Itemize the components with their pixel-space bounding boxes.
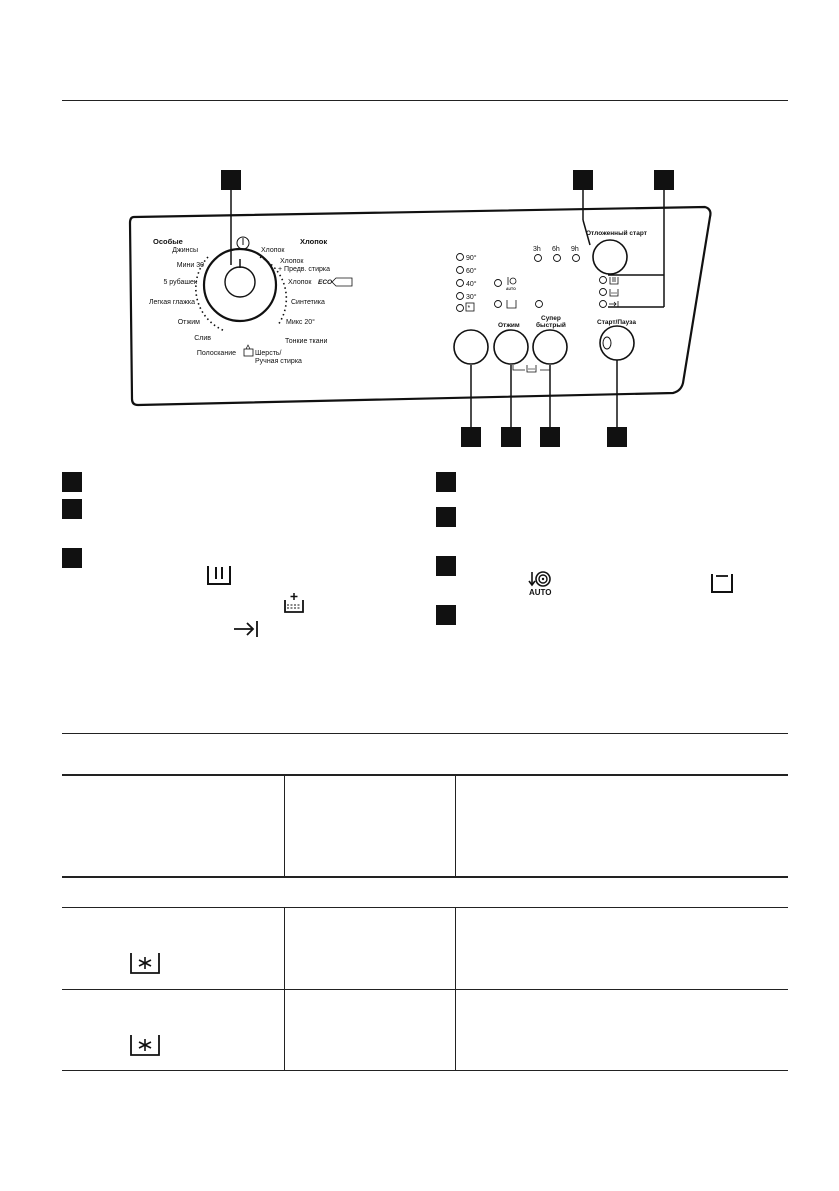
svg-text:*: * — [467, 305, 471, 312]
temperature-button[interactable] — [454, 330, 488, 364]
table-top-border — [62, 774, 788, 776]
temp-40: 40° — [466, 281, 477, 288]
cold-wash-symbol-icon — [129, 1033, 161, 1057]
temp-led-30 — [457, 293, 464, 300]
super-quick-label-2: быстрый — [536, 322, 566, 329]
program-spin: Отжим — [177, 319, 200, 326]
delay-start-button[interactable] — [593, 240, 627, 274]
legend-num-5 — [436, 507, 456, 527]
dial-group-special: Особые — [153, 237, 183, 246]
legend-num-4 — [436, 472, 456, 492]
program-dial-knob[interactable] — [225, 267, 255, 297]
callout-7 — [607, 427, 627, 447]
table-row-divider — [62, 989, 788, 990]
delay-button-label: Отложенный старт — [586, 230, 647, 237]
table-col-divider — [455, 908, 456, 1070]
temp-led-90 — [457, 254, 464, 261]
temp-led-40 — [457, 280, 464, 287]
no-spin-icon — [709, 572, 735, 594]
end-stage-icon — [233, 619, 259, 639]
program-hand-wash: Ручная стирка — [255, 358, 302, 365]
svg-text:AUTO: AUTO — [529, 588, 552, 596]
legend-num-6 — [436, 556, 456, 576]
legend-num-3 — [62, 548, 82, 568]
spin-button-label: Отжим — [498, 322, 520, 329]
delay-9h: 9h — [571, 246, 579, 253]
eco-label: ECO — [318, 279, 333, 286]
temp-led-60 — [457, 267, 464, 274]
no-spin-led — [495, 301, 502, 308]
spin-auto-led — [495, 280, 502, 287]
delay-3h: 3h — [533, 246, 541, 253]
super-quick-led — [536, 301, 543, 308]
temp-30: 30° — [466, 294, 477, 301]
callout-4 — [461, 427, 481, 447]
extra-rinse-icon — [527, 365, 536, 372]
wash-stage-icon — [205, 564, 233, 588]
temp-60: 60° — [466, 268, 477, 275]
dial-group-cotton: Хлопок — [300, 237, 328, 246]
eco-tag-icon — [332, 278, 352, 286]
rinse-stage-icon — [283, 592, 305, 614]
start-pause-led — [603, 337, 611, 349]
table-header-divider — [62, 876, 788, 878]
wash-stage-icon — [610, 277, 618, 284]
legend-num-2 — [62, 499, 82, 519]
program-cotton-prewash-2: + Предв. стирка — [278, 266, 331, 273]
temp-90: 90° — [466, 255, 477, 262]
spin-button[interactable] — [494, 330, 528, 364]
callout-1 — [221, 170, 241, 190]
table-col-divider — [284, 908, 285, 1070]
super-quick-button[interactable] — [533, 330, 567, 364]
cold-wash-symbol-icon — [466, 303, 474, 312]
cold-wash-symbol-icon — [129, 951, 161, 975]
power-icon — [237, 237, 249, 249]
program-cotton: Хлопок — [261, 247, 285, 254]
program-wool: Шерсть/ — [255, 350, 282, 357]
legend-num-7 — [436, 605, 456, 625]
legend-num-1 — [62, 472, 82, 492]
program-mix-20: Микс 20° — [286, 319, 315, 326]
program-cotton-prewash-1: Хлопок — [280, 258, 304, 265]
auto-spin-icon — [506, 277, 516, 291]
svg-text:AUTO: AUTO — [506, 287, 516, 291]
no-spin-icon — [507, 300, 516, 308]
program-drain: Слив — [194, 335, 211, 342]
top-rule — [62, 100, 788, 101]
program-delicates: Тонкие ткани — [285, 338, 328, 345]
callout-6 — [540, 427, 560, 447]
program-rinse: Полоскание — [196, 350, 236, 357]
wool-hand-wash-icon — [244, 345, 253, 356]
table-col-divider — [455, 776, 456, 876]
start-pause-button[interactable] — [600, 326, 634, 360]
program-5-shirts: 5 рубашек — [163, 279, 197, 286]
super-quick-label-1: Супер — [541, 315, 561, 322]
table-col-divider — [284, 776, 285, 876]
auto-spin-icon — [528, 570, 554, 596]
end-stage-icon — [609, 301, 618, 307]
program-jeans: Джинсы — [172, 247, 198, 254]
program-synthetics: Синтетика — [291, 299, 325, 306]
temp-led-cold — [457, 305, 464, 312]
table-row-divider — [62, 907, 788, 908]
callout-3 — [654, 170, 674, 190]
program-easy-iron: Легкая глажка — [148, 299, 195, 306]
callout-5 — [501, 427, 521, 447]
rinse-stage-icon — [610, 289, 618, 296]
start-pause-label: Старт/Пауза — [597, 319, 636, 326]
table-bottom-border — [62, 1070, 788, 1071]
callout-2 — [573, 170, 593, 190]
program-cotton-eco: Хлопок — [288, 279, 312, 286]
delay-6h: 6h — [552, 246, 560, 253]
control-panel-illustration — [120, 165, 720, 450]
section-rule — [62, 733, 788, 734]
program-mini-30: Мини 30 — [176, 262, 204, 269]
